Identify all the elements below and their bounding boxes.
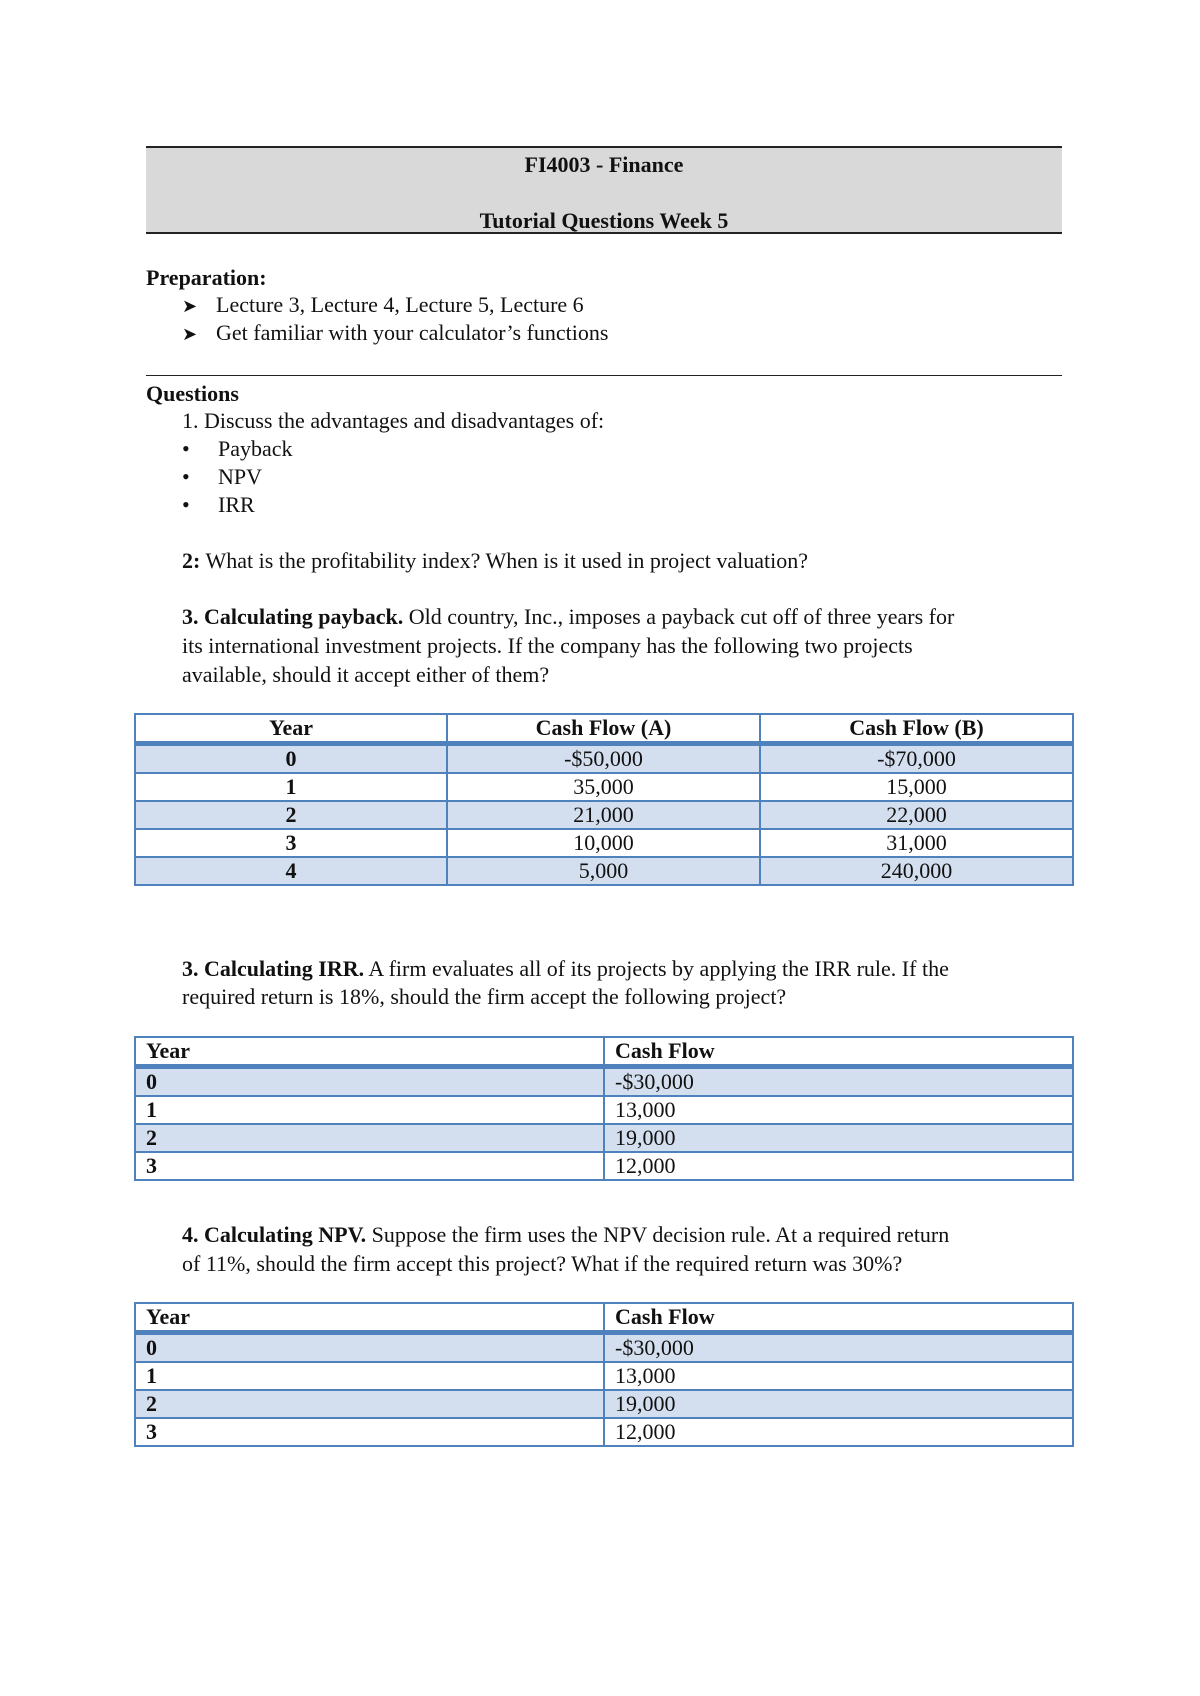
table-cell: 2: [135, 1124, 604, 1152]
table-cell: 240,000: [760, 857, 1073, 885]
table-row: [135, 857, 1073, 885]
table-cell: 13,000: [604, 1096, 1073, 1124]
bullet-icon: •: [182, 492, 190, 517]
table-cell: 3: [135, 1152, 604, 1180]
table-row: [135, 744, 1073, 774]
table-header-cell: Cash Flow (A): [447, 714, 760, 744]
table-header-cell: Year: [135, 1037, 604, 1067]
table-row: [135, 1362, 1073, 1390]
table-header-cell: Year: [135, 714, 447, 744]
page-title: Tutorial Questions Week 5: [479, 208, 729, 233]
bullet-icon: •: [182, 436, 190, 461]
table-cell: 4: [135, 857, 447, 885]
table-row: [135, 1390, 1073, 1418]
bullet-item: • NPV: [182, 464, 263, 489]
preparation-item: ➤ Get familiar with your calculator’s functions: [182, 319, 608, 348]
table-cell: 12,000: [604, 1152, 1073, 1180]
question-3-line: 3. Calculating payback. Old country, Inc., imposes a payback cut off of three years for: [182, 604, 955, 629]
table-cell: 13,000: [604, 1362, 1073, 1390]
table-row: [135, 1124, 1073, 1152]
table-header-cell: Cash Flow (B): [760, 714, 1073, 744]
table-cell: 0: [135, 1333, 604, 1363]
table-cell: -$30,000: [604, 1333, 1073, 1363]
table-header-row: [135, 714, 1073, 744]
table-cell: 5,000: [447, 857, 760, 885]
table-cell: 3: [135, 829, 447, 857]
table-cell: -$70,000: [760, 744, 1073, 774]
table-cell: 1: [135, 1096, 604, 1124]
arrow-bullet-icon: ➤: [182, 324, 198, 344]
question-1: 1. Discuss the advantages and disadvantages of:: [182, 408, 605, 433]
table-cell: 3: [135, 1418, 604, 1446]
table-header-cell: Cash Flow: [604, 1037, 1073, 1067]
table-cell: 1: [135, 773, 447, 801]
table-cell: -$50,000: [447, 744, 760, 774]
table-cell: 19,000: [604, 1390, 1073, 1418]
table-cell: 35,000: [447, 773, 760, 801]
npv-table: [134, 1302, 1074, 1447]
irr-table: [134, 1036, 1074, 1181]
table-cell: 21,000: [447, 801, 760, 829]
questions-heading: Questions: [146, 381, 239, 406]
question-4-line: of 11%, should the firm accept this project? What if the required return was 30%?: [182, 1251, 903, 1276]
question-2: 2: What is the profitability index? When is it used in project valuation?: [182, 548, 809, 573]
bullet-item: • Payback: [182, 436, 293, 461]
course-title: FI4003 - Finance: [524, 152, 684, 177]
table-cell: 12,000: [604, 1418, 1073, 1446]
table-header-cell: Year: [135, 1303, 604, 1333]
table-row: [135, 801, 1073, 829]
question-3b-line: required return is 18%, should the firm accept the following project?: [182, 984, 787, 1009]
table-cell: 0: [135, 1067, 604, 1097]
table-cell: 2: [135, 801, 447, 829]
arrow-bullet-icon: ➤: [182, 296, 198, 316]
question-3b-line: 3. Calculating IRR. A firm evaluates all of its projects by applying the IRR rule. If the: [182, 956, 949, 981]
document-header: [146, 146, 1062, 234]
payback-table: [134, 713, 1074, 886]
question-4-line: 4. Calculating NPV. Suppose the firm uses the NPV decision rule. At a required return: [182, 1222, 950, 1247]
table-row: [135, 1096, 1073, 1124]
table-row: [135, 1152, 1073, 1180]
table-row: [135, 1418, 1073, 1446]
section-divider: [146, 375, 1062, 376]
question-3-line: its international investment projects. If the company has the following two projects: [182, 633, 913, 658]
preparation-item: ➤ Lecture 3, Lecture 4, Lecture 5, Lecture 6: [182, 291, 584, 320]
bullet-icon: •: [182, 464, 190, 489]
table-cell: 19,000: [604, 1124, 1073, 1152]
table-row: [135, 1333, 1073, 1363]
bullet-item: • IRR: [182, 492, 255, 517]
table-cell: 22,000: [760, 801, 1073, 829]
table-row: [135, 773, 1073, 801]
table-row: [135, 829, 1073, 857]
table-header-row: [135, 1303, 1073, 1333]
table-cell: 0: [135, 744, 447, 774]
question-3-line: available, should it accept either of them?: [182, 662, 550, 687]
table-cell: 10,000: [447, 829, 760, 857]
table-cell: -$30,000: [604, 1067, 1073, 1097]
table-cell: 1: [135, 1362, 604, 1390]
preparation-heading: Preparation:: [146, 265, 267, 290]
table-header-row: [135, 1037, 1073, 1067]
table-header-cell: Cash Flow: [604, 1303, 1073, 1333]
table-cell: 31,000: [760, 829, 1073, 857]
table-row: [135, 1067, 1073, 1097]
table-cell: 15,000: [760, 773, 1073, 801]
table-cell: 2: [135, 1390, 604, 1418]
